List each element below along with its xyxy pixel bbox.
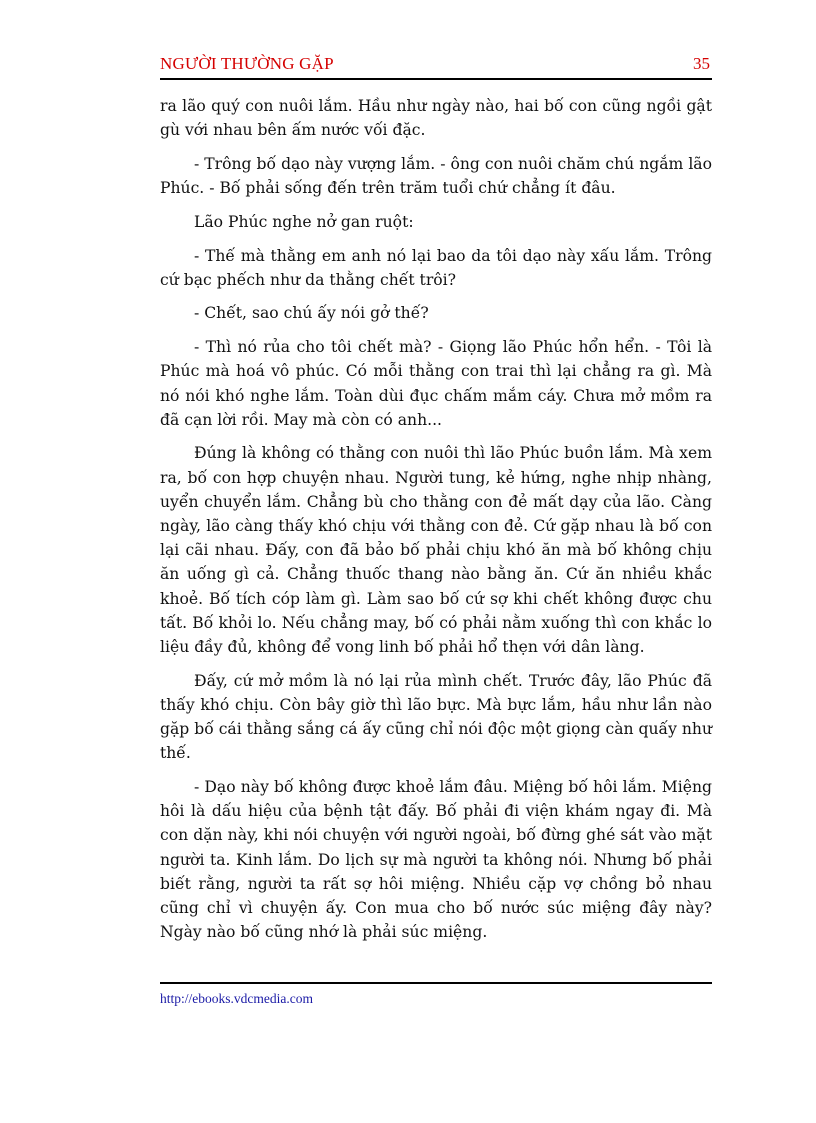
paragraph: Đúng là không có thằng con nuôi thì lão Phúc buồn lắm. Mà xem ra, bố con hợp chuyện nhau. Người tung, kẻ hứng, nghe nhịp nhàng, uyển chuyển lắm. Chẳng bù cho thằng con đẻ mất dạy của lão. Càng ngày, lão càng thấy khó chịu với thằng con đẻ. Cứ gặp nhau là bố con lại cãi nhau. Đấy, con đã bảo bố phải chịu khó ăn mà bố không chịu ăn uống gì cả. Chẳng thuốc thang nào bằng ăn. Cứ ăn nhiều khắc khoẻ. Bố tích cóp làm gì. Làm sao bố cứ sợ khi chết không được chu tất. Bố khỏi lo. Nếu chẳng may, bố có phải nằm xuống thì con khắc lo liệu đầy đủ, không để vong linh bố phải hổ thẹn với dân làng. [160, 444, 712, 657]
footer-link[interactable]: http://ebooks.vdcmedia.com [160, 991, 313, 1006]
paragraph: - Dạo này bố không được khoẻ lắm đâu. Miệng bố hôi lắm. Miệng hôi là dấu hiệu của bệnh tật đấy. Bố phải đi viện khám ngay đi. Mà con dặn này, khi nói chuyện với người ngoài, bố đừng ghé sát vào mặt người ta. Kinh lắm. Do lịch sự mà người ta không nói. Nhưng bố phải biết rằng, người ta rất sợ hôi miệng. Nhiều cặp vợ chồng bỏ nhau cũng chỉ vì chuyện ấy. Con mua cho bố nước súc miệng đây này? Ngày nào bố cũng nhớ là phải súc miệng. [160, 778, 712, 942]
page-body [160, 94, 712, 954]
paragraph: ra lão quý con nuôi lắm. Hầu như ngày nào, hai bố con cũng ngồi gật gù với nhau bên ấm nước vối đặc. [160, 97, 712, 140]
paragraph: Lão Phúc nghe nở gan ruột: [194, 212, 414, 231]
paragraph: Đấy, cứ mở mồm là nó lại rủa mình chết. Trước đây, lão Phúc đã thấy khó chịu. Còn bây giờ thì lão bực. Mà bực lắm, hầu như lần nào gặp bố cái thằng sắng cá ấy cũng chỉ nói độc một giọng càn quấy như thế. [160, 671, 713, 763]
running-title: NGƯỜI THƯỜNG GẶP [160, 54, 334, 73]
footer-divider [160, 982, 712, 984]
page-header [160, 52, 712, 80]
paragraph: - Thì nó rủa cho tôi chết mà? - Giọng lão Phúc hổn hển. - Tôi là Phúc mà hoá vô phúc. Có mỗi thằng con trai thì lại chẳng ra gì. Mà nó nói khó nghe lắm. Toàn dùi đục chấm mắm cáy. Chưa mở mồm ra đã cạn lời rồi. May mà còn có anh... [160, 338, 712, 429]
paragraph: - Thế mà thằng em anh nó lại bao da tôi dạo này xấu lắm. Trông cứ bạc phếch như da thằng chết trôi? [160, 246, 712, 289]
paragraph: - Chết, sao chú ấy nói gở thế? [194, 304, 429, 323]
paragraph: - Trông bố dạo này vượng lắm. - ông con nuôi chăm chú ngắm lão Phúc. - Bố phải sống đến trên trăm tuổi chứ chẳng ít đâu. [160, 154, 712, 198]
page-number: 35 [693, 54, 710, 73]
